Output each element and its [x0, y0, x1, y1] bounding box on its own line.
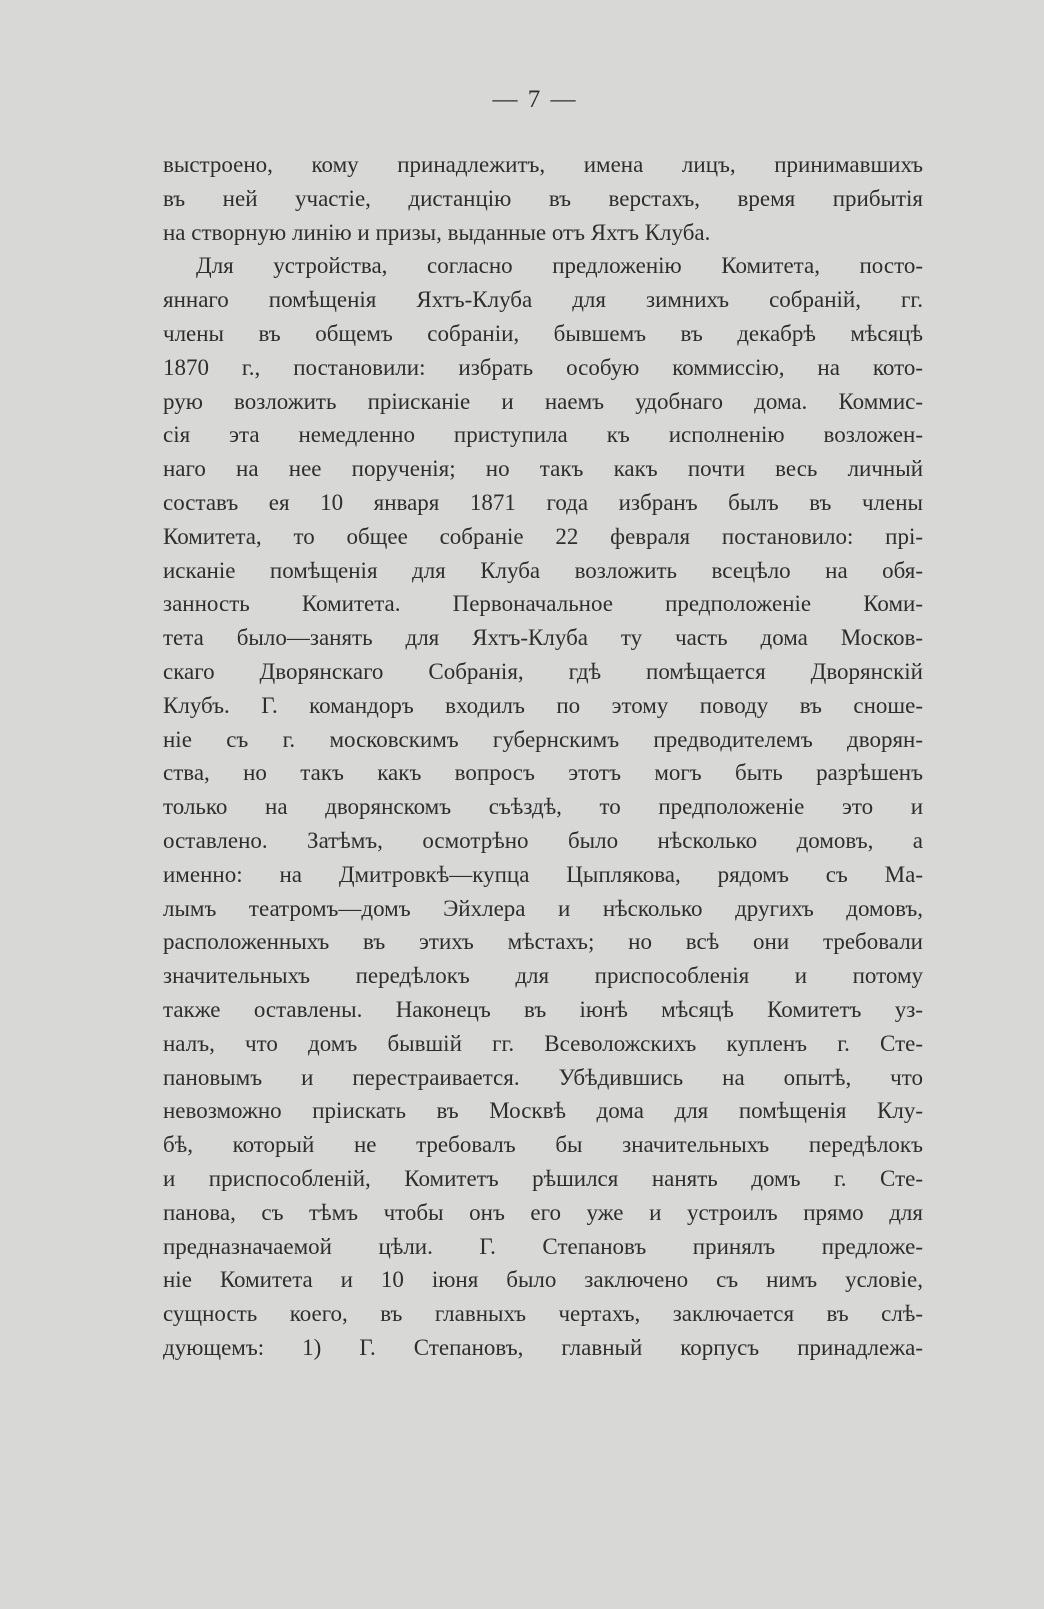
text-line	[163, 723, 923, 757]
text-line-content: яннаго помѣщенія Яхтъ-Клуба для зимнихъ собраній, гг.	[163, 287, 923, 313]
text-line	[163, 182, 923, 216]
text-line-content: Для устройства, согласно предложенію Комитета, посто-	[196, 253, 923, 279]
page-number: — 7 —	[492, 86, 578, 113]
text-line-content: значительныхъ передѣлокъ для приспособленія и потому	[163, 963, 923, 989]
text-line	[163, 1027, 923, 1061]
text-line-content: лымъ театромъ—домъ Эйхлера и нѣсколько другихъ домовъ,	[163, 895, 923, 921]
text-line-content: сія эта немедленно приступила къ исполненію возложен-	[163, 422, 923, 448]
text-line-content: пановымъ и перестраивается. Убѣдившись на опытѣ, что	[163, 1064, 923, 1090]
text-line	[163, 756, 923, 790]
text-line	[163, 1297, 923, 1331]
text-line-content: 1870 г., постановили: избрать особую коммиссію, на кото-	[163, 354, 923, 380]
text-line	[163, 655, 923, 689]
text-line-content: составъ ея 10 января 1871 года избранъ былъ въ члены	[163, 489, 923, 515]
text-line	[163, 1061, 923, 1095]
text-line-content: Клубъ. Г. командоръ входилъ по этому поводу въ сноше-	[163, 692, 923, 718]
text-line	[163, 486, 923, 520]
text-line	[163, 621, 923, 655]
text-line-content: въ ней участіе, дистанцію въ верстахъ, время прибытія	[163, 185, 923, 211]
text-line-content: на створную линію и призы, выданные отъ Яхтъ Клуба.	[163, 219, 711, 245]
text-line-content: скаго Дворянскаго Собранія, гдѣ помѣщается Дворянскій	[163, 658, 923, 684]
text-line	[163, 993, 923, 1027]
text-line-content: ніе съ г. московскимъ губернскимъ предводителемъ дворян-	[163, 726, 923, 752]
text-line	[163, 351, 923, 385]
text-line	[163, 959, 923, 993]
text-line	[163, 689, 923, 723]
text-line-content: сущность коего, въ главныхъ чертахъ, заключается въ слѣ-	[163, 1301, 923, 1327]
text-line-content: члены въ общемъ собраніи, бывшемъ въ декабрѣ мѣсяцѣ	[163, 320, 923, 346]
text-line	[163, 1128, 923, 1162]
text-line-content: исканіе помѣщенія для Клуба возложить всецѣло на обя-	[163, 557, 923, 583]
text-line	[163, 1263, 923, 1297]
text-line	[163, 554, 923, 588]
text-line-content: оставлено. Затѣмъ, осмотрѣно было нѣсколько домовъ, а	[163, 827, 923, 853]
text-line	[163, 858, 923, 892]
body-text	[163, 148, 923, 1365]
text-line-content: дующемъ: 1) Г. Степановъ, главный корпусъ принадлежа-	[163, 1334, 923, 1360]
text-line	[163, 1094, 923, 1128]
text-line-content: занность Комитета. Первоначальное предположеніе Коми-	[163, 591, 923, 617]
text-line	[163, 1230, 923, 1264]
text-line-content: расположенныхъ въ этихъ мѣстахъ; но всѣ они требовали	[163, 929, 923, 955]
text-line	[163, 148, 923, 182]
text-line-content: только на дворянскомъ съѣздѣ, то предположеніе это и	[163, 794, 923, 820]
text-line-content: выстроено, кому принадлежитъ, имена лицъ, принимавшихъ	[163, 152, 923, 177]
text-line-content: тета было—занять для Яхтъ-Клуба ту часть дома Москов-	[163, 625, 923, 651]
text-line-content: и приспособленій, Комитетъ рѣшился нанять домъ г. Сте-	[163, 1165, 923, 1191]
text-line-content: наго на нее порученія; но такъ какъ почти весь личный	[163, 456, 923, 482]
text-line-content: бѣ, который не требовалъ бы значительныхъ передѣлокъ	[163, 1132, 923, 1158]
text-line	[163, 1162, 923, 1196]
text-line	[163, 1196, 923, 1230]
text-line-content: предназначаемой цѣли. Г. Степановъ принялъ предложе-	[163, 1233, 923, 1259]
text-line	[163, 824, 923, 858]
text-line	[163, 418, 923, 452]
text-line-content: также оставлены. Наконецъ въ іюнѣ мѣсяцѣ Комитетъ уз-	[163, 996, 923, 1022]
text-line-content: Комитета, то общее собраніе 22 февраля постановило: прі-	[163, 523, 923, 549]
text-line	[163, 790, 923, 824]
text-line-content: невозможно пріискать въ Москвѣ дома для помѣщенія Клу-	[163, 1098, 923, 1124]
text-line-content: ства, но такъ какъ вопросъ этотъ могъ быть разрѣшенъ	[163, 760, 923, 786]
text-line-content: ніе Комитета и 10 іюня было заключено съ нимъ условіе,	[163, 1267, 923, 1293]
text-line	[163, 892, 923, 926]
text-line	[163, 1331, 923, 1365]
text-line-content: именно: на Дмитровкѣ—купца Цыплякова, рядомъ съ Ма-	[163, 861, 923, 887]
text-line	[163, 587, 923, 621]
text-line	[163, 452, 923, 486]
text-line	[163, 283, 923, 317]
text-line-content: рую возложить пріисканіе и наемъ удобнаго дома. Коммис-	[163, 388, 923, 414]
text-line-content: налъ, что домъ бывшій гг. Всеволожскихъ купленъ г. Сте-	[163, 1030, 923, 1056]
text-line	[163, 385, 923, 419]
text-line-content: панова, съ тѣмъ чтобы онъ его уже и устроилъ прямо для	[163, 1199, 923, 1225]
text-line	[163, 216, 923, 250]
text-line	[163, 925, 923, 959]
text-line	[163, 249, 923, 283]
text-line	[163, 317, 923, 351]
text-line	[163, 520, 923, 554]
